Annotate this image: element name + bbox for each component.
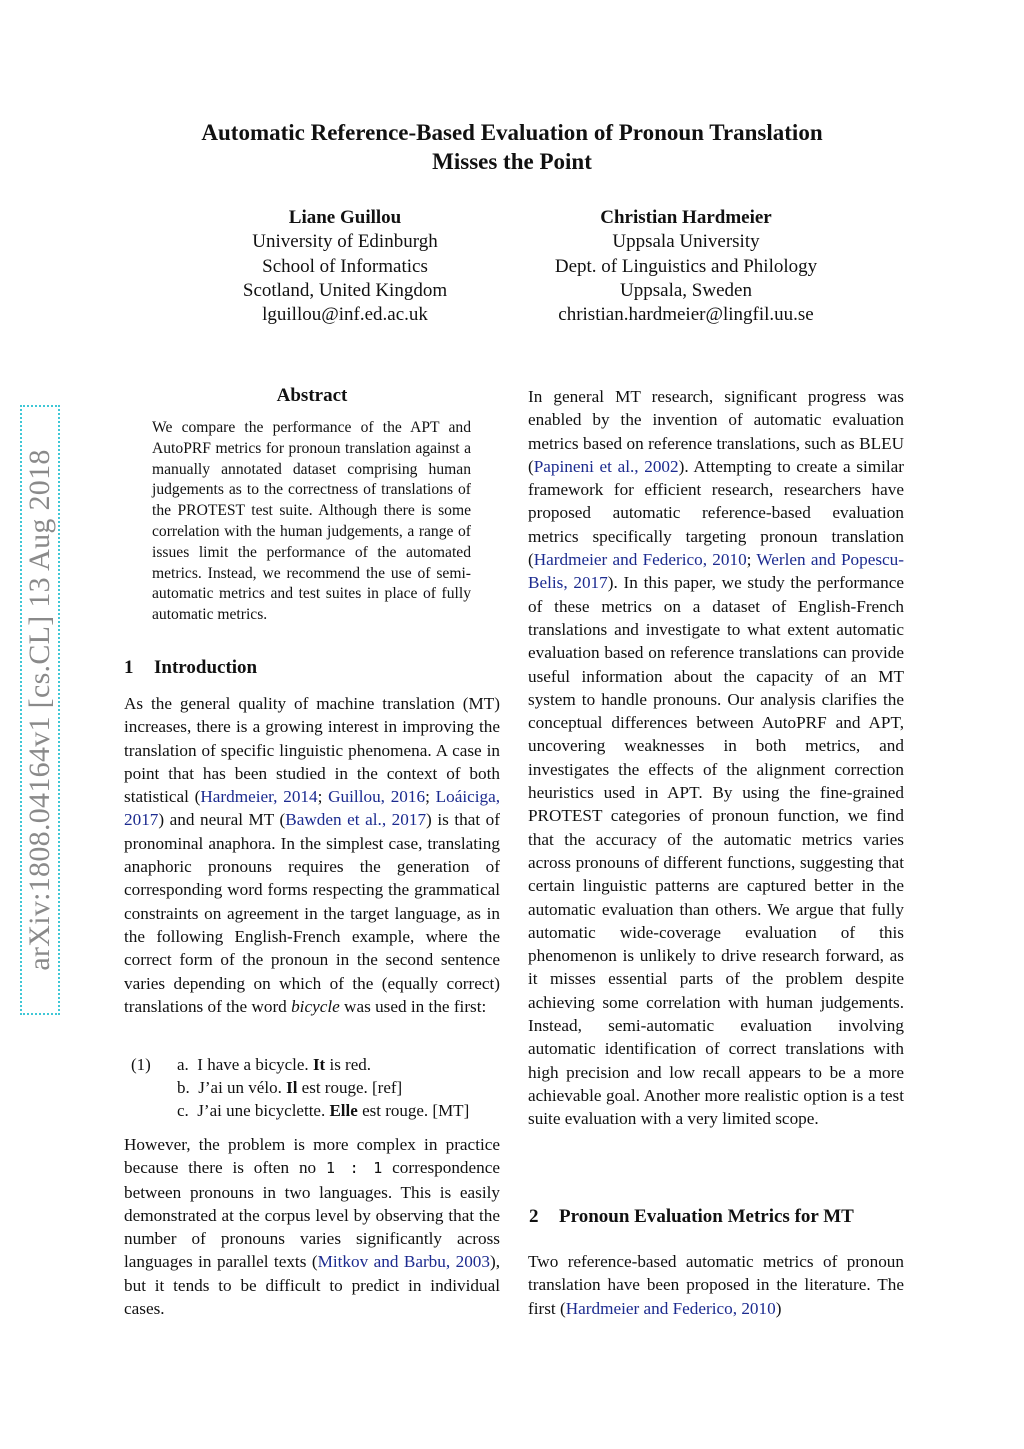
citation-link[interactable]: Mitkov and Barbu, 2003 <box>317 1252 490 1272</box>
citation-link[interactable]: Guillou, 2016 <box>328 787 426 807</box>
author-email: lguillou@inf.ed.ac.uk <box>262 304 428 326</box>
text-run: I have a bicycle. <box>197 1055 313 1074</box>
right-paragraph-1 <box>528 385 904 1131</box>
example-line-c <box>177 1099 469 1122</box>
citation-link[interactable]: Papineni et al., 2002 <box>533 456 679 476</box>
text-run: ) <box>775 1298 782 1318</box>
author-name: Liane Guillou <box>288 207 402 228</box>
section-heading-metrics <box>529 1206 854 1228</box>
example-label: b. <box>177 1078 190 1097</box>
ratio-expression: 1 : 1 <box>326 1159 383 1178</box>
citation-link[interactable]: Werlen and Popescu-Belis, 2017 <box>528 550 904 593</box>
pronoun: Il <box>286 1078 298 1097</box>
arxiv-stamp <box>20 405 60 1015</box>
author-affiliation: Uppsala, Sweden <box>620 279 752 301</box>
text-run: ). In this paper, we study the performance of these metrics on a dataset of English-French translations and investigate to what extent automatic evaluation based on reference translations can provide useful information about the capacity of an MT system to handle pronouns. Our analysis clarifies the conceptual differences between AutoPRF and APT, uncovering weaknesses in both metrics, and investigates the effects of the alignment correction heuristics used in APT. By using the fine-grained PROTEST categories of pronoun function, we find that the accuracy of the automatic metrics varies across pronouns of different functions, suggesting that certain linguistic patterns are captured better in the automatic evaluation than others. We argue that fully automatic wide-coverage evaluation of this phenomenon is unlikely to drive research forward, as it misses essential parts of the problem despite achieving some correlation with human judgements. Instead, semi-automatic evaluation involving automatic identification of correct translations with high precision and low recall appears to be a more achievable goal. Another more realistic option is a test suite evaluation with a very limited scope. <box>528 573 904 1129</box>
title-line-2: Misses the Point <box>432 149 592 174</box>
section-heading-introduction <box>124 657 257 679</box>
example-label: a. <box>177 1055 189 1074</box>
intro-paragraph-1 <box>124 692 500 1018</box>
section-title: Introduction <box>154 657 258 678</box>
author-email: christian.hardmeier@lingfil.uu.se <box>558 304 814 326</box>
text-run: correspondence between pronouns in two languages. This is easily demonstrated at the corpus level by observing that the number of pronouns varies significantly across languages in parallel texts ( <box>124 1158 500 1272</box>
citation-link[interactable]: Hardmeier and Federico, 2010 <box>533 550 747 570</box>
citation-link[interactable]: Loáiciga, 2017 <box>124 787 501 830</box>
citation-link[interactable]: Bawden et al., 2017 <box>285 810 427 830</box>
author-affiliation: Uppsala University <box>612 231 760 253</box>
text-run: As the general quality of machine translation (MT) increases, there is a growing interest in improving the translation of specific linguistic phenomena. A case in point that has been studied in the context of both statistical ( <box>124 694 500 807</box>
text-run: was used in the first: <box>339 996 487 1016</box>
example-label: c. <box>177 1101 189 1120</box>
text-run: ; <box>317 787 329 807</box>
abstract-text: We compare the performance of the APT and AutoPRF metrics for pronoun translation against a manually annotated dataset comprising human judgements as to the correctness of translations of the PROTEST test suite. Although there is some correlation with the human judgements, a range of issues limit the performance of the automated metrics. Instead, we recommend the use of semi-automatic metrics and test suites in place of fully automatic metrics. <box>152 419 471 624</box>
author-affiliation: Scotland, United Kingdom <box>242 279 448 301</box>
text-run: In general MT research, significant progress was enabled by the invention of automatic evaluation metrics based on reference translations, such as BLEU ( <box>528 387 904 476</box>
author-name: Christian Hardmeier <box>600 207 772 228</box>
text-run: J’ai une bicyclette. <box>197 1101 330 1120</box>
example-number: (1) <box>131 1055 151 1074</box>
example-line-a <box>177 1053 371 1076</box>
pronoun: Elle <box>329 1101 358 1120</box>
author-affiliation: University of Edinburgh <box>252 231 438 253</box>
author-block-2 <box>476 206 896 327</box>
text-run: Two reference-based automatic metrics of pronoun translation have been proposed in the literature. The first ( <box>528 1252 904 1318</box>
text-run: ; <box>425 787 436 807</box>
section2-paragraph-1 <box>528 1250 904 1320</box>
text-run: ) and neural MT ( <box>158 810 286 830</box>
intro-paragraph-2 <box>124 1133 500 1320</box>
title-line-1: Automatic Reference-Based Evaluation of Pronoun Translation <box>201 120 823 145</box>
abstract-heading: Abstract <box>276 385 348 406</box>
text-run: is red. <box>325 1055 372 1074</box>
text-run: ; <box>746 550 757 570</box>
citation-link[interactable]: Hardmeier and Federico, 2010 <box>565 1298 776 1318</box>
section-number: 2 <box>529 1206 539 1227</box>
emphasis: bicycle <box>291 996 340 1016</box>
author-affiliation: Dept. of Linguistics and Philology <box>554 255 818 277</box>
text-run: est rouge. [MT] <box>357 1101 470 1120</box>
text-run: ). Attempting to create a similar framework for efficient research, researchers have proposed automatic reference-based evaluation metrics specifically targeting pronoun translation ( <box>528 456 904 570</box>
author-affiliation: School of Informatics <box>262 255 428 277</box>
example-line-b <box>177 1076 402 1099</box>
section-title: Pronoun Evaluation Metrics for MT <box>559 1206 854 1227</box>
text-run: ), but it tends to be difficult to predict in individual cases. <box>124 1252 501 1319</box>
pronoun: It <box>312 1055 326 1074</box>
arxiv-id: arXiv:1808.04164v1 [cs.CL] 13 Aug 2018 <box>23 449 56 971</box>
text-run: est rouge. [ref] <box>297 1078 403 1097</box>
text-run: However, the problem is more complex in practice because there is often no <box>124 1135 500 1178</box>
section-number: 1 <box>124 657 134 678</box>
paper-title <box>0 118 1024 176</box>
citation-link[interactable]: Hardmeier, 2014 <box>200 787 318 807</box>
text-run: J’ai un vélo. <box>198 1078 287 1097</box>
text-run: ) is that of pronominal anaphora. In the simplest case, translating anaphoric pronouns requires the generation of corresponding word forms respecting the grammatical constraints on agreement in the target language, as in the following English-French example, where the correct form of the pronoun in the second sentence varies depending on which of the (equally correct) translations of the word <box>124 810 500 1016</box>
